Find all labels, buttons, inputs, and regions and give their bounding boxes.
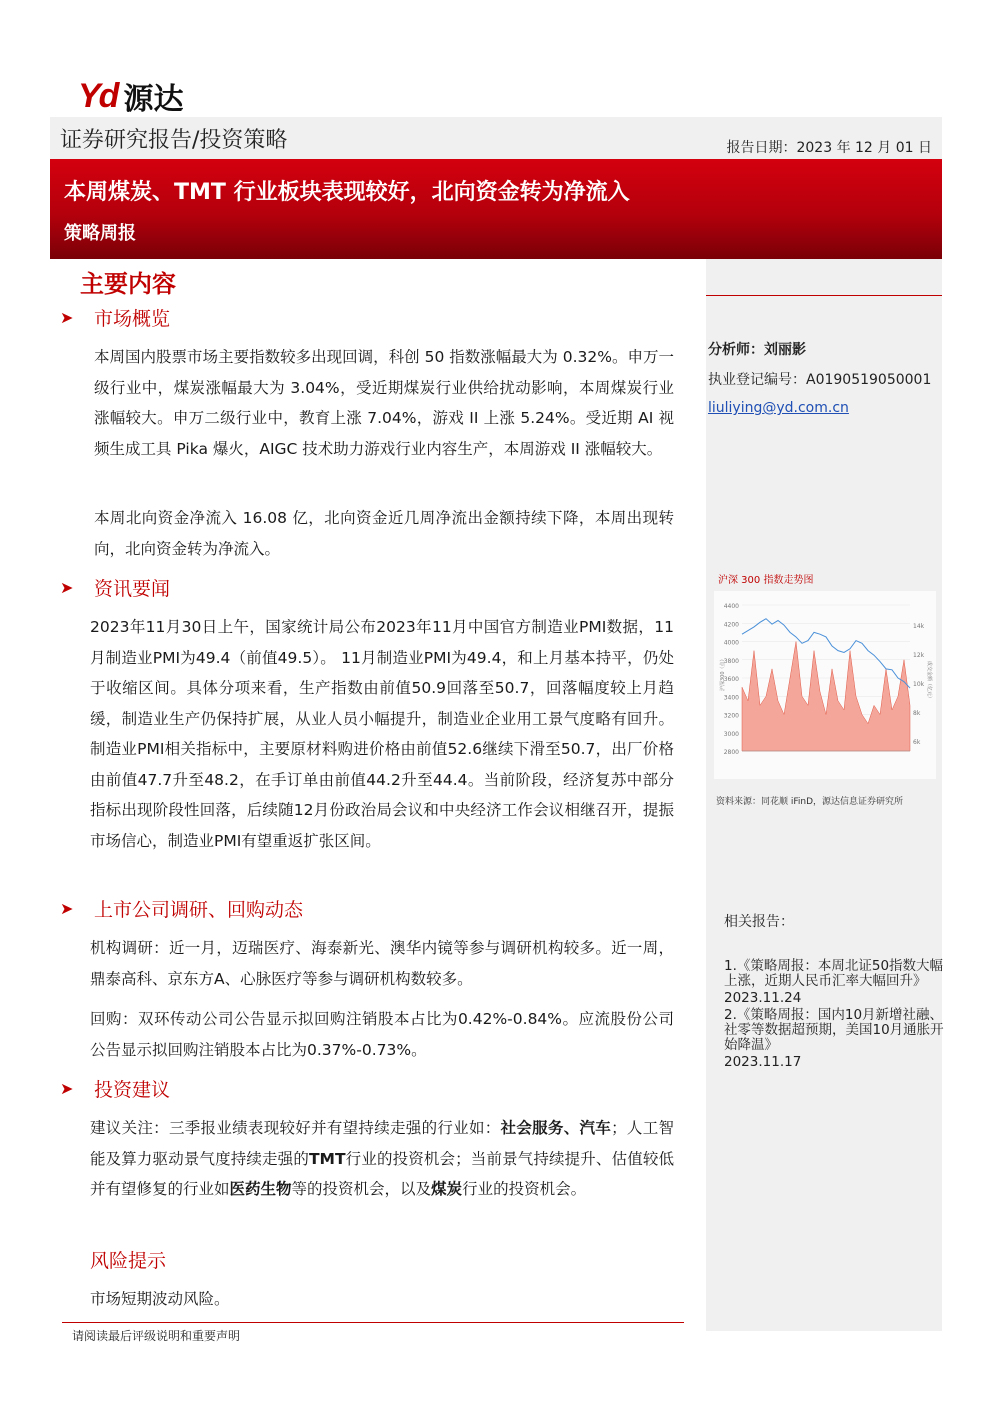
related-report-title[interactable]: 2.《策略周报：国内10月新增社融、社零等数据超预期，美国10月通胀开始降温》 <box>724 1007 944 1053</box>
section-title: 资讯要闻 <box>94 578 171 600</box>
logo-name: 源达 <box>123 82 184 117</box>
section-title: 投资建议 <box>94 1079 171 1101</box>
analyst-name: 分析师：刘丽影 <box>708 342 806 358</box>
chevron-right-icon: ➤ <box>60 578 74 597</box>
related-report-title[interactable]: 1.《策略周报：本周北证50指数大幅上涨，近期人民币汇率大幅回升》 <box>724 958 944 989</box>
y-left-tick-label: 3200 <box>723 712 739 720</box>
y-left-tick-label: 4400 <box>723 603 739 610</box>
chevron-right-icon: ➤ <box>60 308 74 327</box>
related-report-date: 2023.11.17 <box>724 1054 802 1070</box>
chevron-right-icon: ➤ <box>60 1079 74 1098</box>
section-market-overview <box>60 304 170 331</box>
sidebar <box>706 259 942 1331</box>
y-right-tick-label: 14k <box>913 623 925 630</box>
brand-logo <box>78 76 183 116</box>
chevron-right-icon: ➤ <box>60 899 74 918</box>
report-subtitle: 策略周报 <box>64 223 136 244</box>
y-right-tick-label: 6k <box>913 739 921 746</box>
analyst-license: 执业登记编号：A0190519050001 <box>708 372 932 388</box>
y-left-tick-label: 4000 <box>723 639 739 647</box>
title-band <box>50 159 942 259</box>
logo-mark: Yd <box>78 76 118 115</box>
chart-title: 沪深 300 指数走势图 <box>718 575 814 586</box>
related-report-date: 2023.11.24 <box>724 990 802 1006</box>
y-left-tick-label: 3400 <box>723 694 739 702</box>
index-trend-chart <box>714 591 936 779</box>
report-date: 报告日期：2023 年 12 月 01 日 <box>726 140 932 156</box>
footer-divider <box>62 1322 684 1323</box>
chart-source: 资料来源：同花顺 iFinD，源达信息证券研究所 <box>716 797 904 807</box>
document-header <box>50 117 942 159</box>
section-title: 市场概览 <box>94 308 171 330</box>
y-left-tick-label: 2800 <box>723 749 739 756</box>
report-category: 证券研究报告/投资策略 <box>60 128 288 153</box>
investment-advice-paragraph: 建议关注：三季报业绩表现较好并有望持续走强的行业如：社会服务、汽车；人工智能及算力驱动景气度持续走强的TMT行业的投资机会；当前景气持续提升、估值较低并有望修复的行业如医药生物等的投资机会，以及煤炭行业的投资机会。 <box>90 1119 674 1198</box>
research-paragraph: 机构调研：近一月，迈瑞医疗、海泰新光、澳华内镜等参与调研机构较多。近一周，鼎泰高科、京东方A、心脉医疗等参与调研机构数较多。 <box>90 939 674 988</box>
market-overview-paragraph-1: 本周国内股票市场主要指数较多出现回调，科创 50 指数涨幅最大为 0.32%。申万一级行业中，煤炭涨幅最大为 3.04%，受近期煤炭行业供给扰动影响，本周煤炭行业涨幅较大。申万二级行业中，教育上涨 7.04%，游戏 II 上涨 5.24%。受近期 AI 视频生成工具 Pika 爆火，AIGC 技术助力游戏行业内容生产，本周游戏 II 涨幅较大。 <box>94 348 674 458</box>
buyback-paragraph: 回购：双环传动公司公告显示拟回购注销股本占比为0.42%-0.84%。应流股份公司公告显示拟回购注销股本占比为0.37%-0.73%。 <box>90 1010 674 1059</box>
footer-disclaimer: 请阅读最后评级说明和重要声明 <box>72 1329 241 1343</box>
related-reports-title: 相关报告： <box>724 914 794 930</box>
risk-heading: 风险提示 <box>90 1250 167 1272</box>
news-paragraph: 2023年11月30日上午，国家统计局公布2023年11月中国官方制造业PMI数据，11月制造业PMI为49.4（前值49.5）。 11月制造业PMI为49.4，和上月基本持平，仍处于收缩区间。具体分项来看，生产指数由前值50.9回落至50.7，回落幅度较上月趋缓，制造业生产仍保持扩展，从业人员小幅提升，制造业企业用工景气度略有回升。制造业PMI相关指标中，主要原材料购进价格由前值52.6继续下滑至50.7，出厂价格由前值47.7升至48.2，在手订单由前值44.2升至44.4。当前阶段，经济复苏中部分指标出现阶段性回落，后续随12月份政治局会议和中央经济工作会议相继召开，提振市场信心，制造业PMI有望重返扩张区间。 <box>90 618 674 850</box>
y-right-tick-label: 8k <box>913 710 921 717</box>
section-news <box>60 574 170 601</box>
chart-svg <box>714 591 936 779</box>
y-right-tick-label: 10k <box>913 681 925 688</box>
related-reports-list <box>724 959 944 1072</box>
risk-text: 市场短期波动风险。 <box>90 1290 230 1308</box>
section-title: 上市公司调研、回购动态 <box>94 899 304 921</box>
y-left-tick-label: 4200 <box>723 621 739 629</box>
market-overview-paragraph-2: 本周北向资金净流入 16.08 亿，北向资金近几周净流出金额持续下降，本周出现转向，北向资金转为净流入。 <box>94 509 674 558</box>
y-right-axis-title: 成交金额（亿元） <box>926 661 932 702</box>
y-left-tick-label: 3800 <box>723 657 739 665</box>
y-left-tick-label: 3000 <box>723 730 739 738</box>
section-company-research <box>60 895 303 922</box>
y-left-tick-label: 3600 <box>723 676 739 683</box>
analyst-email-link[interactable]: liuliying@yd.com.cn <box>708 400 849 416</box>
section-investment-advice <box>60 1075 170 1102</box>
report-title: 本周煤炭、TMT 行业板块表现较好，北向资金转为净流入 <box>64 180 630 205</box>
y-right-tick-label: 12k <box>913 652 925 659</box>
main-content-heading: 主要内容 <box>80 270 176 298</box>
sidebar-divider <box>706 295 942 296</box>
y-left-axis-title: 沪深300（点） <box>720 656 726 691</box>
